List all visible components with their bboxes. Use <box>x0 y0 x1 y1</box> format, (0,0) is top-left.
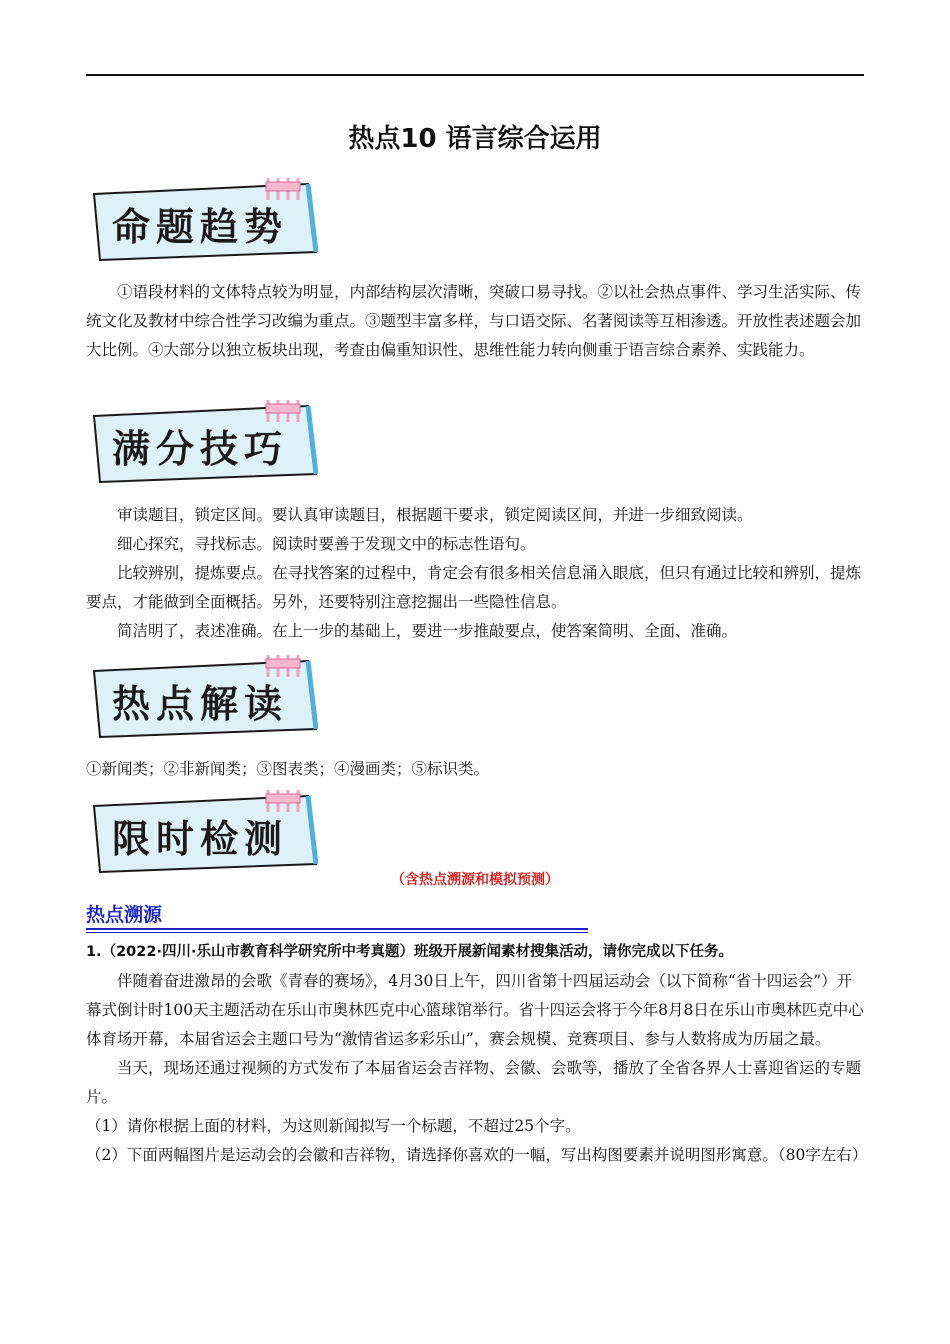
question-body <box>86 967 868 1170</box>
badge-label: 热点解读 <box>112 682 289 726</box>
question-heading: 1.（2022·四川·乐山市教育科学研究所中考真题）班级开展新闻素材搜集活动，请你完成以下任务。 <box>86 944 733 960</box>
interpret-text <box>86 755 864 784</box>
question-task: （2）下面两幅图片是运动会的会徽和吉祥物，请选择你喜欢的一幅，写出构图要素并说明图形寓意。（80字左右） <box>86 1146 868 1164</box>
question-paragraph: 当天，现场还通过视频的方式发布了本届省运会吉祥物、会徽、会歌等，播放了全省各界人士喜迎省运的专题片。 <box>86 1059 862 1106</box>
badge-label: 命题趋势 <box>112 205 289 249</box>
interpret-paragraph: ①新闻类；②非新闻类；③图表类；④漫画类；⑤标识类。 <box>86 760 490 778</box>
page-title: 热点10 语言综合运用 <box>348 124 602 154</box>
heading-underline <box>86 932 588 933</box>
skill-item: 细心探究，寻找标志。阅读时要善于发现文中的标志性语句。 <box>117 535 536 553</box>
badge-label: 满分技巧 <box>112 427 289 471</box>
section-badge-test <box>86 790 318 874</box>
skills-text <box>86 501 864 646</box>
question-paragraph: 伴随着奋进激昂的会歌《青春的赛场》，4月30日上午，四川省第十四届运动会（以下简称“省十四运会”）开幕式倒计时100天主题活动在乐山市奥林匹克中心篮球馆举行。省十四运会将于今年8月8日在乐山市奥林匹克中心体育场开幕，本届省运会主题口号为“激情省运多彩乐山”，赛会规模、竞赛项目、参与人数将成为历届之最。 <box>86 972 864 1048</box>
skill-item: 审读题目，锁定区间。要认真审读题目，根据题干要求，锁定阅读区间，并进一步细致阅读。 <box>117 506 753 524</box>
section-badge-skills <box>86 400 318 484</box>
heading-underline <box>86 928 588 930</box>
section-badge-interpret <box>86 655 318 739</box>
trend-text <box>86 278 864 365</box>
header-rule <box>86 74 864 76</box>
skill-item: 比较辨别，提炼要点。在寻找答案的过程中，肯定会有很多相关信息涌入眼底，但只有通过比较和辨别，提炼要点，才能做到全面概括。另外，还要特别注意挖掘出一些隐性信息。 <box>86 564 862 611</box>
section-badge-trend <box>86 178 318 262</box>
badge-label: 限时检测 <box>112 817 289 861</box>
trend-paragraph: ①语段材料的文体特点较为明显，内部结构层次清晰，突破口易寻找。②以社会热点事件、学习生活实际、传统文化及教材中综合性学习改编为重点。③题型丰富多样，与口语交际、名著阅读等互相渗透。开放性表述题会加大比例。④大部分以独立板块出现，考查由偏重知识性、思维性能力转向侧重于语言综合素养、实践能力。 <box>86 283 862 359</box>
source-heading-text: 热点溯源 <box>86 904 163 926</box>
test-subtitle: （含热点溯源和模拟预测） <box>391 872 559 888</box>
source-heading <box>86 900 588 927</box>
skill-item: 简洁明了，表述准确。在上一步的基础上，要进一步推敲要点，使答案简明、全面、准确。 <box>117 622 738 640</box>
question-task: （1）请你根据上面的材料，为这则新闻拟写一个标题，不超过25个字。 <box>86 1117 581 1135</box>
